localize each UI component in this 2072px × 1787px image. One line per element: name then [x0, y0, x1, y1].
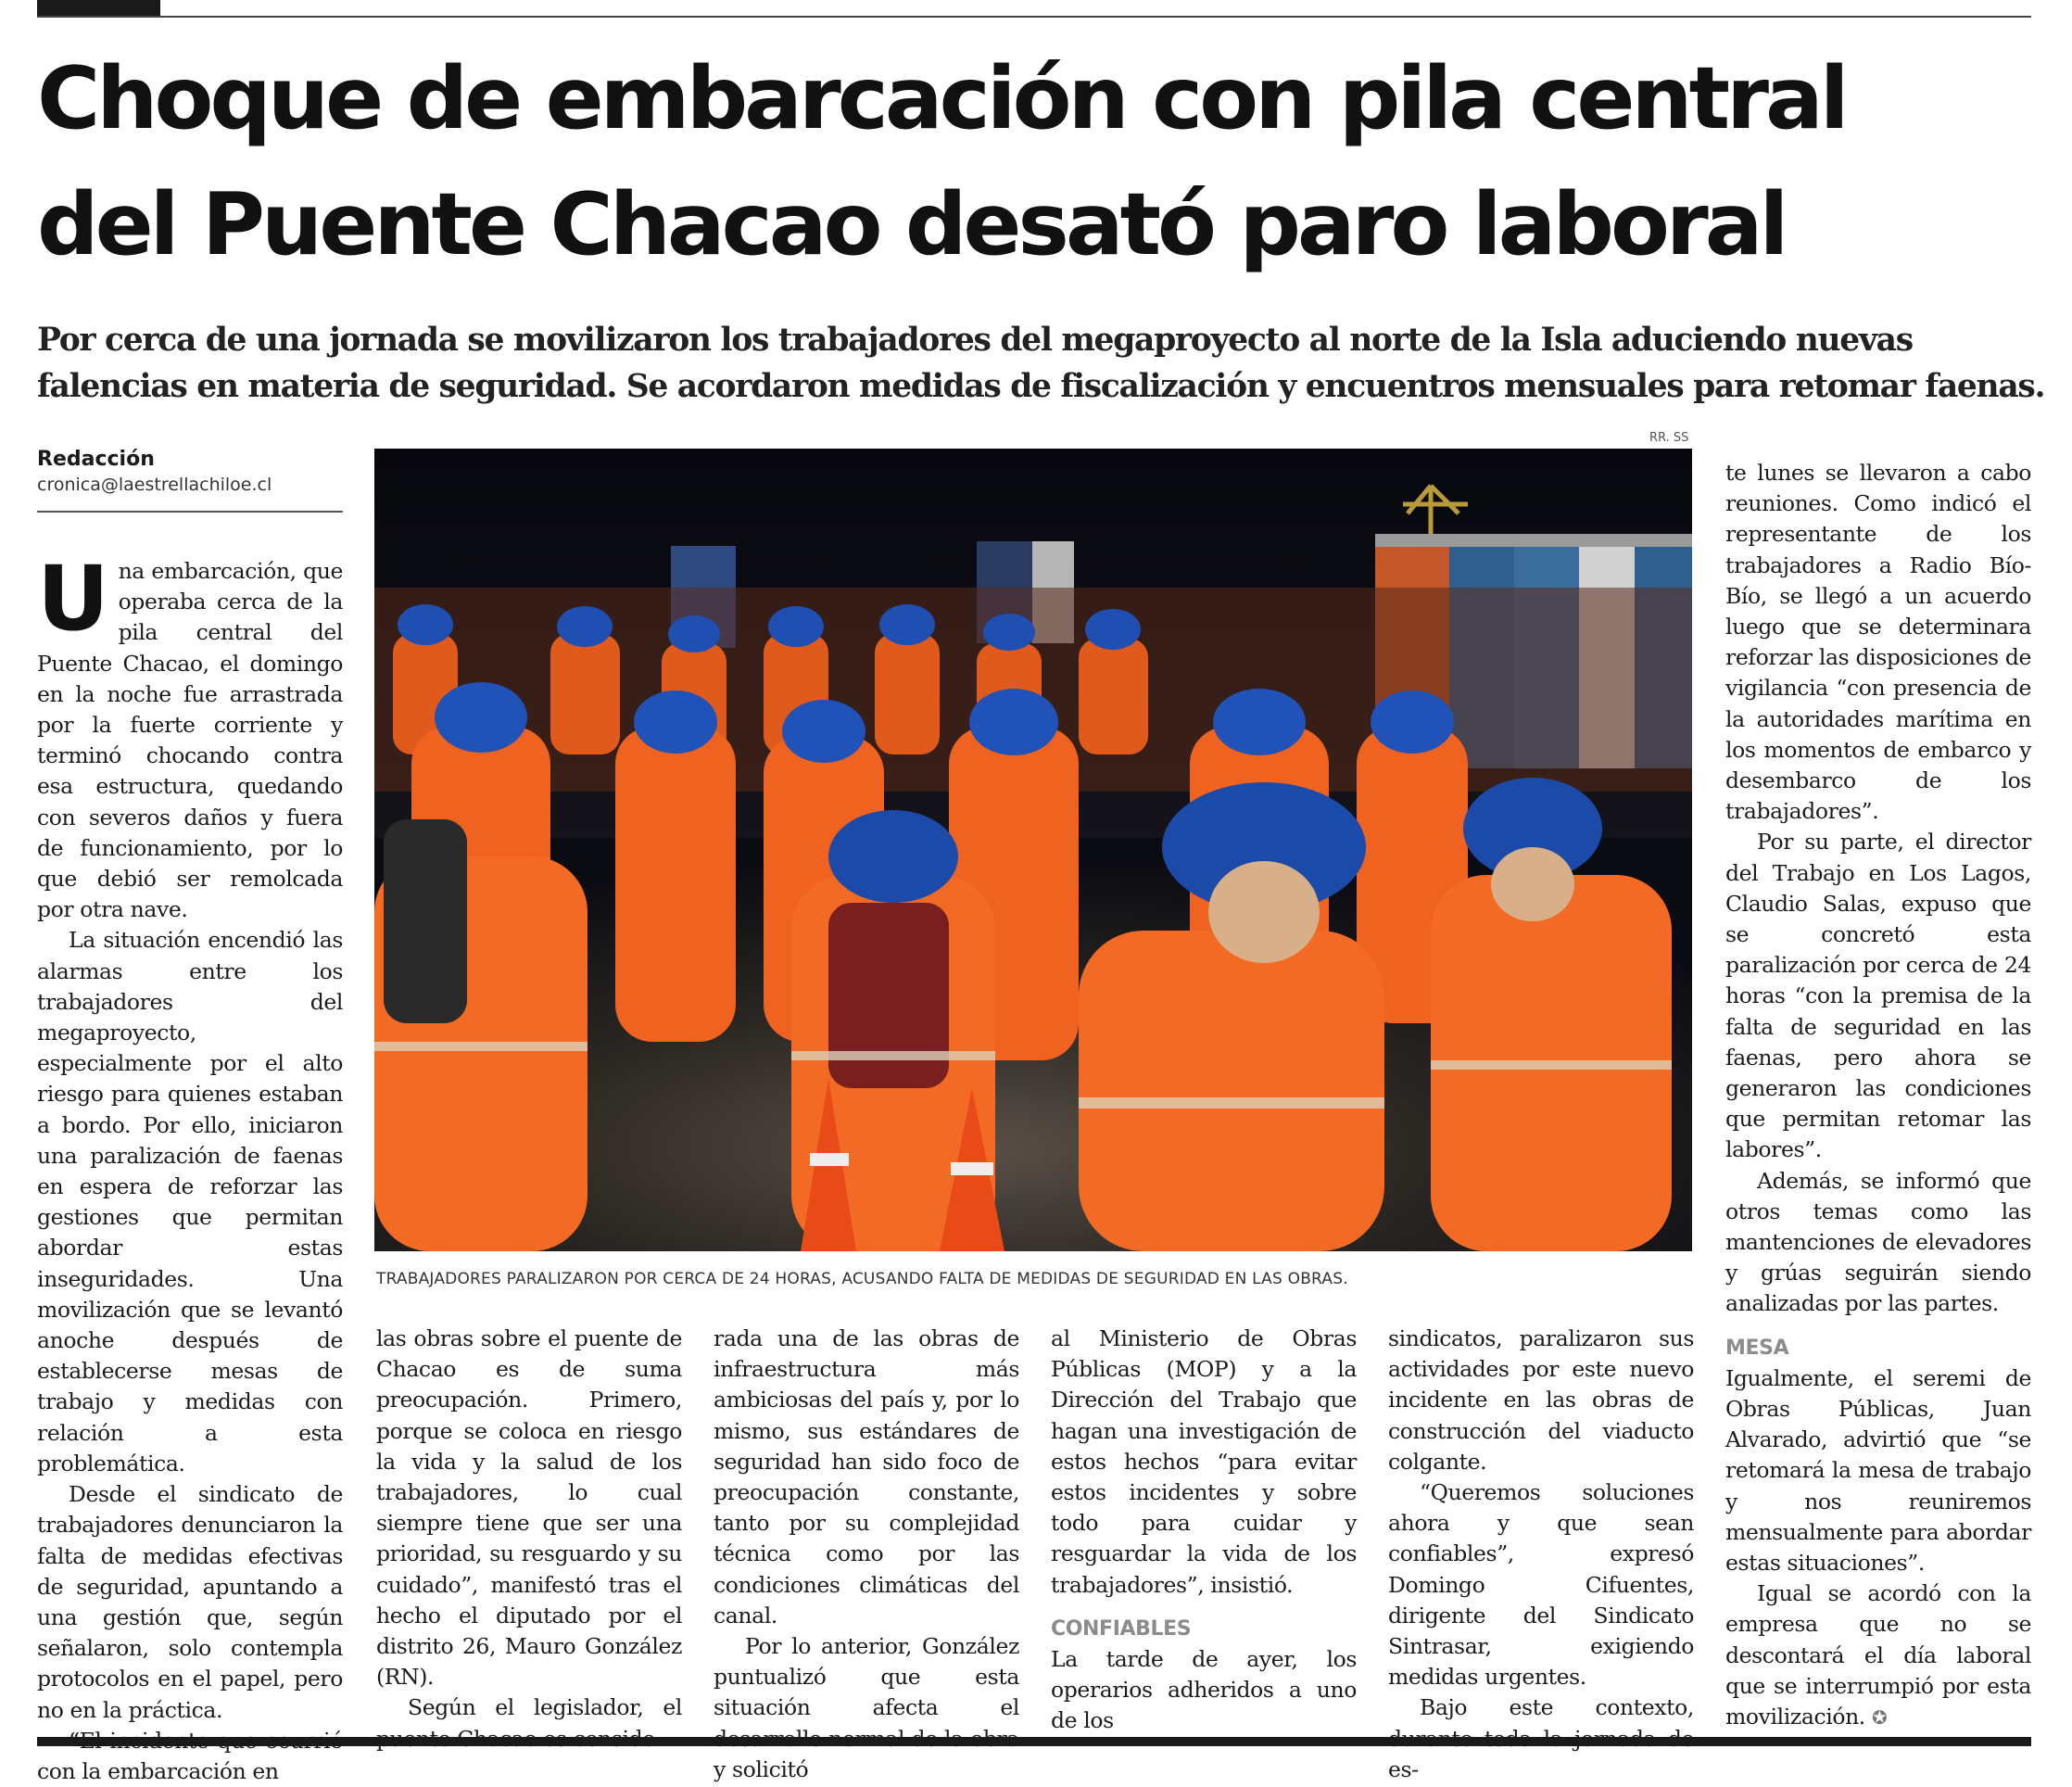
news-photo	[374, 449, 1692, 1251]
deck-line-1: Por cerca de una jornada se movilizaron los trabajadores del megaproyecto al norte de la Isla aduciendo nuevas	[37, 322, 1913, 359]
paragraph: al Ministerio de Obras Públicas (MOP) y a la Dirección del Trabajo que hagan una investigación de estos hechos “para evitar estos incidentes y sobre todo para cuidar y resguardar la vida de los trabajadores”, insistió.	[1051, 1325, 1357, 1598]
paragraph	[1725, 1578, 2031, 1733]
paragraph: las obras sobre el puente de Chacao es de suma preocupación. Primero, porque se coloca en riesgo la vida y la salud de los trabajadores, lo cual siempre tiene que ser una prioridad, su resguardo y su cuidado”, manifestó tras el hecho el diputado por el distrito 26, Mauro González (RN).	[376, 1325, 682, 1691]
subhead-confiables: CONFIABLES	[1051, 1616, 1192, 1641]
headline-line-1: Choque de embarcación con pila central	[37, 48, 1846, 148]
headline-line-2: del Puente Chacao desató paro laboral	[37, 174, 1786, 274]
top-rule	[37, 16, 2031, 18]
column-1	[37, 547, 343, 1787]
paragraph: Por lo anterior, González puntualizó que esta situación afecta el y solicitó	[714, 1633, 1019, 1782]
deck-subheadline	[37, 317, 2045, 410]
paragraph: na embarcación, que operaba cerca de la pila central del Puente Chacao, el domingo en la noche fue arrastrada por la fuerte corriente y terminó chocando contra esa estructura, quedando con severos daños y fuera de funcionamiento, por lo que debió ser remolcada por otra nave.	[37, 558, 343, 923]
column-2	[376, 1324, 682, 1755]
paragraph: La situación encendió las alarmas entre los trabajadores del megaproyecto, especialmente por el alto riesgo para quienes estaban a bordo. Por ello, iniciaron una paralización de faenas en espera de reforzar las gestiones que permitan abordar estas inseguridades. Una movilización que se levantó anoche después de establecerse mesas de trabajo y medidas con relación a esta problemática.	[37, 927, 343, 1476]
headline	[37, 35, 2039, 287]
paragraph: Desde el sindicato de trabajadores denunciaron la falta de medidas efectivas de seguridad, apuntando a una gestión que, según señalaron, solo contempla protocolos en el papel, pero no en la práctica.	[37, 1481, 343, 1723]
paragraph: te lunes se llevaron a cabo reuniones. Como indicó el representante de los trabajadores a Radio Bío-Bío, se llegó a un acuerdo luego que se determinara reforzar las disposiciones de vigilancia “con presencia de la autoridades marítima en los momentos de embarco y desembarco de los trabajadores”.	[1725, 460, 2031, 825]
paragraph: Bajo este contexto, es-	[1388, 1694, 1694, 1782]
paragraph: sindicatos, paralizaron sus actividades por este nuevo incidente en las obras de construcción del viaducto colgante.	[1388, 1325, 1694, 1475]
byline-name: Redacción	[37, 448, 155, 471]
paragraph: con la embarcación en	[37, 1757, 279, 1784]
photo-caption: TRABAJADORES PARALIZARON POR CERCA DE 24 HORAS, ACUSANDO FALTA DE MEDIDAS DE SEGURIDAD EN LAS OBRAS.	[376, 1270, 1348, 1288]
paragraph-text: Igual se acordó con la empresa que no se descontará el día laboral que se interrumpió por esta movilización.	[1725, 1580, 2031, 1730]
column-4	[1051, 1324, 1357, 1736]
paragraph: Por su parte, el director del Trabajo en Los Lagos, Claudio Salas, expuso que se concretó esta paralización por cerca de 24 horas “con la premisa de la falta de seguridad en las faenas, pero ahora se generaron las condiciones que permitan retomar las labores”.	[1725, 829, 2031, 1163]
paragraph: Según el legislador, el	[408, 1694, 682, 1721]
subhead-mesa: MESA	[1725, 1336, 1789, 1360]
bottom-rule	[37, 1737, 2031, 1746]
deck-line-2: falencias en materia de seguridad. Se acordaron medidas de fiscalización y encuentros mensuales para retomar faenas.	[37, 368, 2045, 405]
paragraph: Además, se informó que otros temas como las mantenciones de elevadores y grúas seguirán siendo analizadas por las partes.	[1725, 1167, 2031, 1317]
column-6	[1725, 458, 2031, 1733]
paragraph: La tarde de ayer, los operarios adheridos a uno de los	[1051, 1645, 1357, 1734]
byline-email: cronica@laestrellachiloe.cl	[37, 475, 272, 495]
byline-rule	[37, 511, 343, 513]
end-mark-icon: ✪	[1871, 1705, 1888, 1729]
paragraph: Igualmente, el seremi de Obras Públicas, Juan Alvarado, advirtió que “se retomará la mesa de trabajo y nos reuniremos mensualmente para abordar estas situaciones”.	[1725, 1364, 2031, 1576]
workers-photo-illustration	[374, 449, 1692, 1251]
paragraph: rada una de las obras de infraestructura más ambiciosas del país y, por lo mismo, sus estándares de seguridad han sido foco de preocupación constante, tanto por su complejidad técnica como por las condiciones climáticas del canal.	[714, 1325, 1019, 1629]
drop-cap: U	[37, 547, 109, 651]
byline	[37, 447, 343, 497]
photo-credit: RR. SS	[1649, 431, 1689, 445]
column-5	[1388, 1324, 1694, 1785]
paragraph: “Queremos soluciones ahora y que sean confiables”, expresó Domingo Cifuentes, dirigente del Sindicato Sintrasar, exigiendo medidas urgentes.	[1388, 1479, 1694, 1691]
column-3	[714, 1324, 1019, 1785]
